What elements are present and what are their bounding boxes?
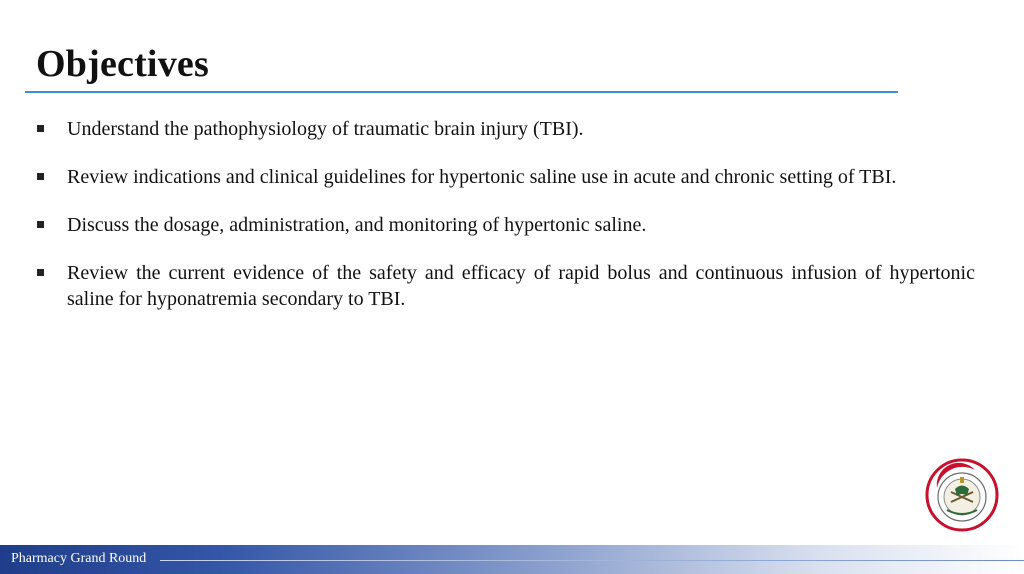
bullet-text: Review indications and clinical guidelines for hypertonic saline use in acute and chronic setting of TBI. bbox=[67, 166, 897, 188]
footer-label: Pharmacy Grand Round bbox=[11, 551, 147, 566]
bullet-text: Discuss the dosage, administration, and monitoring of hypertonic saline. bbox=[67, 214, 647, 236]
crest-logo-icon bbox=[925, 458, 999, 532]
list-item bbox=[35, 212, 975, 238]
square-bullet-icon bbox=[37, 125, 44, 132]
list-item bbox=[35, 116, 975, 142]
bullet-text: Understand the pathophysiology of traumatic brain injury (TBI). bbox=[67, 118, 584, 140]
list-item bbox=[35, 260, 975, 312]
slide-title: Objectives bbox=[36, 43, 209, 85]
objectives-list bbox=[35, 116, 975, 334]
title-underline bbox=[25, 91, 898, 93]
square-bullet-icon bbox=[37, 269, 44, 276]
list-item bbox=[35, 164, 975, 190]
square-bullet-icon bbox=[37, 221, 44, 228]
square-bullet-icon bbox=[37, 173, 44, 180]
footer-divider bbox=[160, 560, 1024, 561]
bullet-text: Review the current evidence of the safety and efficacy of rapid bolus and continuous infusion of hypertonic saline for hyponatremia secondary to TBI. bbox=[67, 262, 975, 310]
